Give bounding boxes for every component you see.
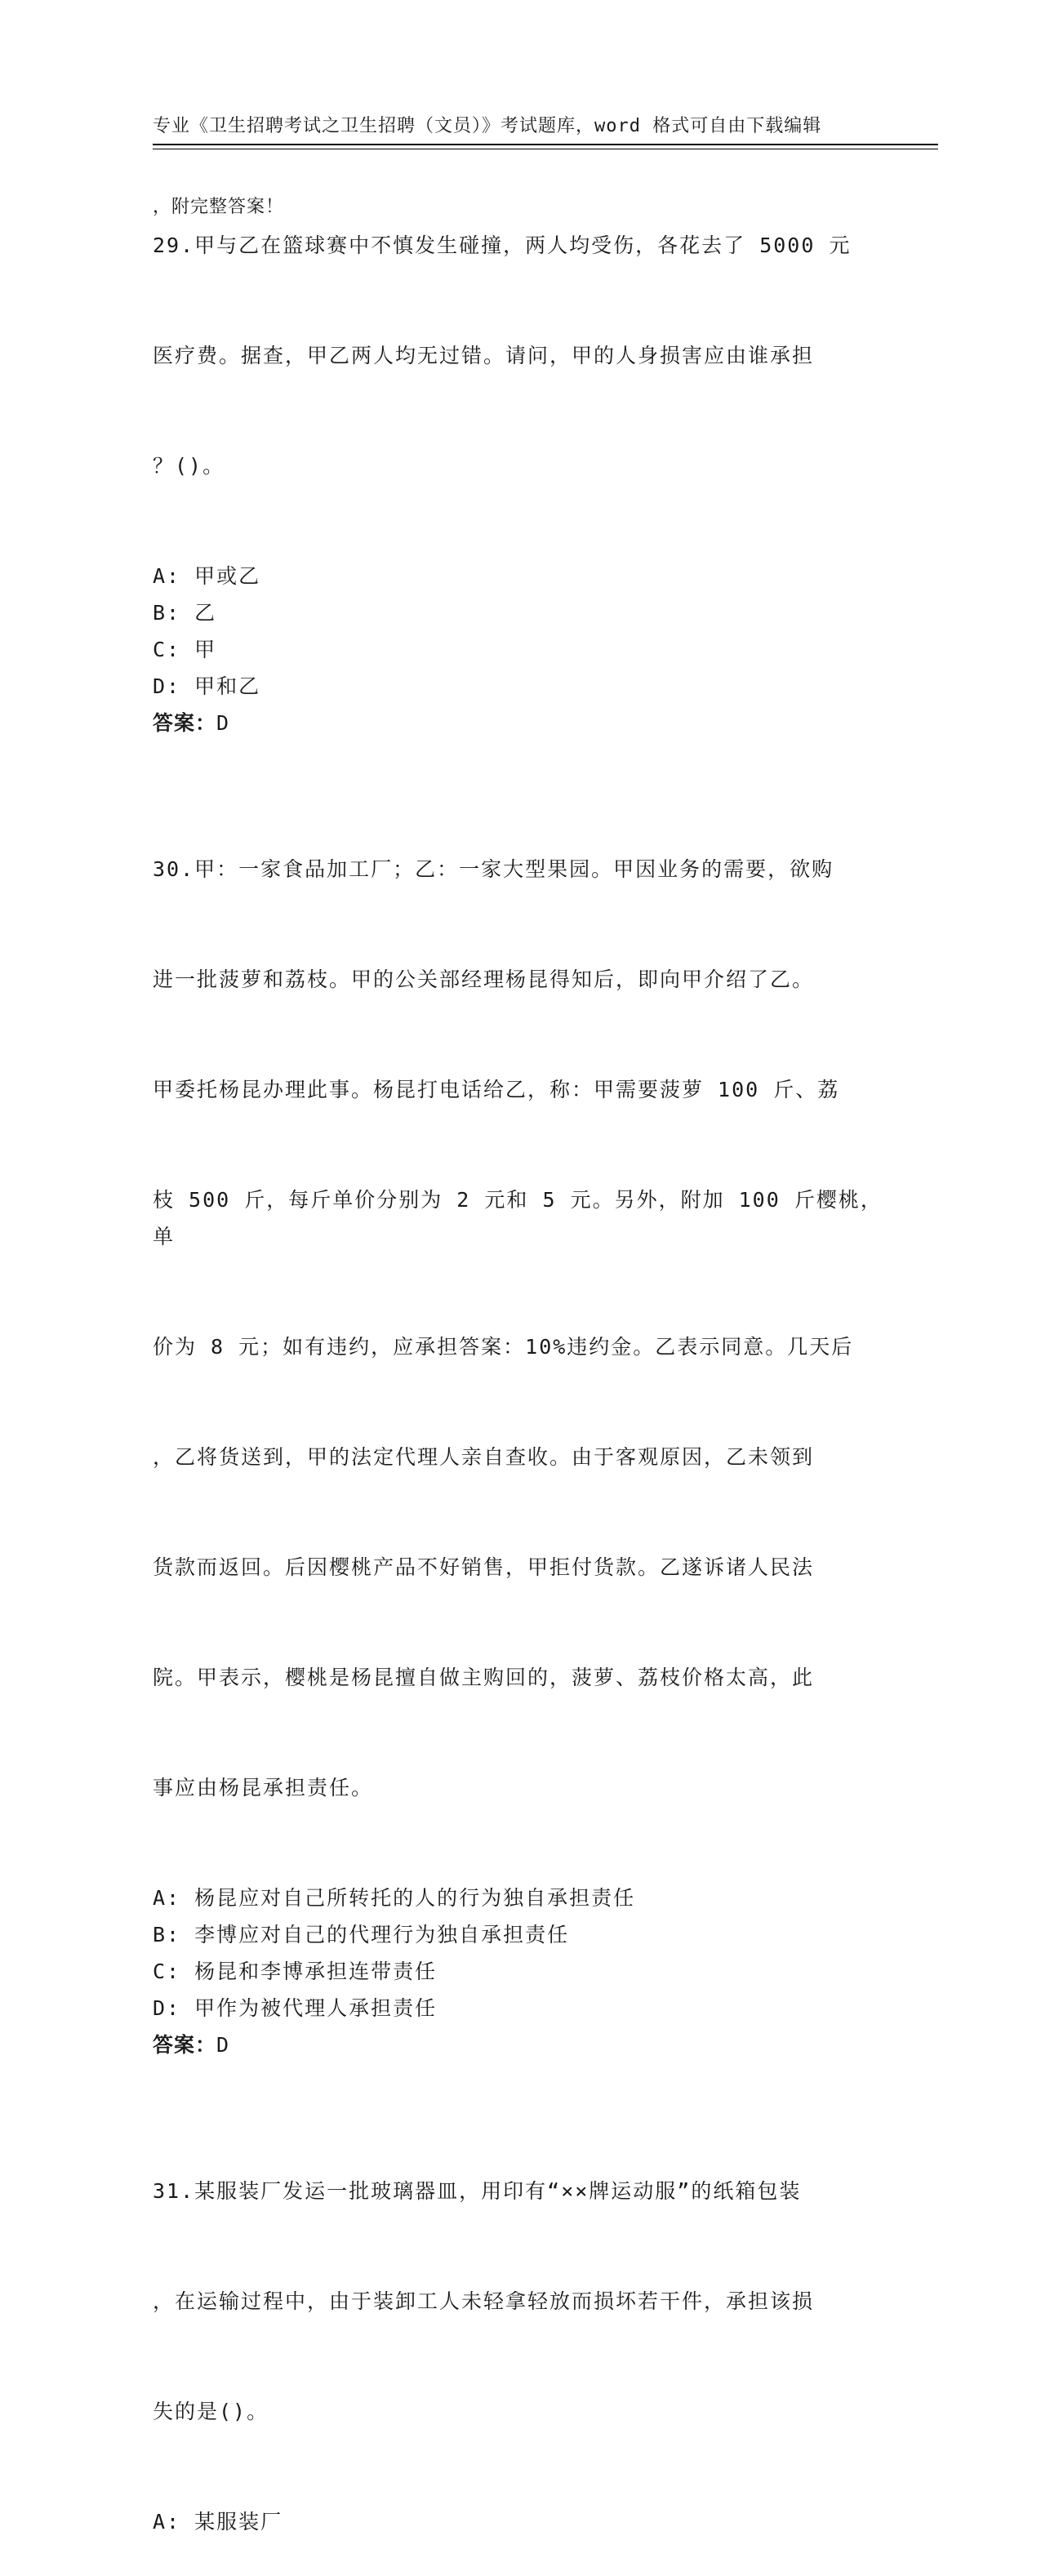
- header-divider-thick: [153, 144, 938, 145]
- stem-line: 价为 8 元；如有违约，应承担答案：10%违约金。乙表示同意。几天后: [153, 1335, 854, 1359]
- stem-line: 事应由杨昆承担责任。: [153, 1776, 374, 1800]
- option-a: A: 甲或乙: [153, 564, 261, 588]
- question-30: [153, 777, 888, 2063]
- stem-line: 院。甲表示，樱桃是杨昆擅自做主购回的，菠萝、荔枝价格太高，此: [153, 1666, 815, 1689]
- stem-line: ，乙将货送到，甲的法定代理人亲自查收。由于客观原因，乙未领到: [153, 1445, 815, 1469]
- stem-line: ，在运输过程中，由于装卸工人未轻拿轻放而损坏若干件，承担该损: [153, 2289, 815, 2313]
- option-b: B: 乙: [153, 601, 217, 625]
- stem-line: ？()。: [153, 454, 225, 478]
- stem-line: 29.甲与乙在篮球赛中不慎发生碰撞，两人均受伤，各花去了 5000 元: [153, 234, 852, 257]
- question-31: [153, 2099, 888, 2540]
- answer-line: [153, 2027, 888, 2063]
- answer-label: 答案：: [153, 2033, 217, 2057]
- stem-line: 进一批菠萝和荔枝。甲的公关部经理杨昆得知后，即向甲介绍了乙。: [153, 968, 815, 991]
- option-c: C: 甲: [153, 638, 217, 661]
- question-stem: [153, 153, 888, 558]
- question-29: [153, 153, 888, 741]
- stem-line: 30.甲：一家食品加工厂；乙：一家大型果园。甲因业务的需要，欲购: [153, 857, 834, 881]
- option-a: A: 某服装厂: [153, 2510, 283, 2534]
- stem-line: 失的是()。: [153, 2400, 269, 2423]
- header-line-1: 专业《卫生招聘考试之卫生招聘（文员）》考试题库，word 格式可自由下载编辑: [153, 116, 822, 136]
- header-line-2: ，附完整答案！: [153, 197, 285, 217]
- answer-value: D: [216, 2033, 230, 2057]
- stem-line: 甲委托杨昆办理此事。杨昆打电话给乙，称：甲需要菠萝 100 斤、荔: [153, 1078, 840, 1101]
- stem-line: 31.某服装厂发运一批玻璃器皿，用印有“××牌运动服”的纸箱包装: [153, 2179, 802, 2203]
- option-d: D: 甲和乙: [153, 674, 261, 698]
- option-d: D: 甲作为被代理人承担责任: [153, 1996, 438, 2020]
- option-c: C: 杨昆和李博承担连带责任: [153, 1960, 438, 1983]
- question-stem: [153, 777, 888, 1880]
- stem-line: 货款而返回。后因樱桃产品不好销售，甲拒付货款。乙遂诉诸人民法: [153, 1555, 815, 1579]
- option-a: A: 杨昆应对自己所转托的人的行为独自承担责任: [153, 1886, 636, 1910]
- answer-label: 答案：: [153, 711, 217, 735]
- stem-line: 医疗费。据查，甲乙两人均无过错。请问，甲的人身损害应由谁承担: [153, 344, 815, 367]
- option-b: B: 李博应对自己的代理行为独自承担责任: [153, 1923, 570, 1946]
- answer-line: [153, 705, 888, 741]
- question-stem: [153, 2099, 888, 2503]
- question-list: [153, 153, 888, 2576]
- stem-line: 枝 500 斤，每斤单价分别为 2 元和 5 元。另外，附加 100 斤樱桃，单: [153, 1188, 883, 1248]
- answer-value: D: [216, 711, 230, 735]
